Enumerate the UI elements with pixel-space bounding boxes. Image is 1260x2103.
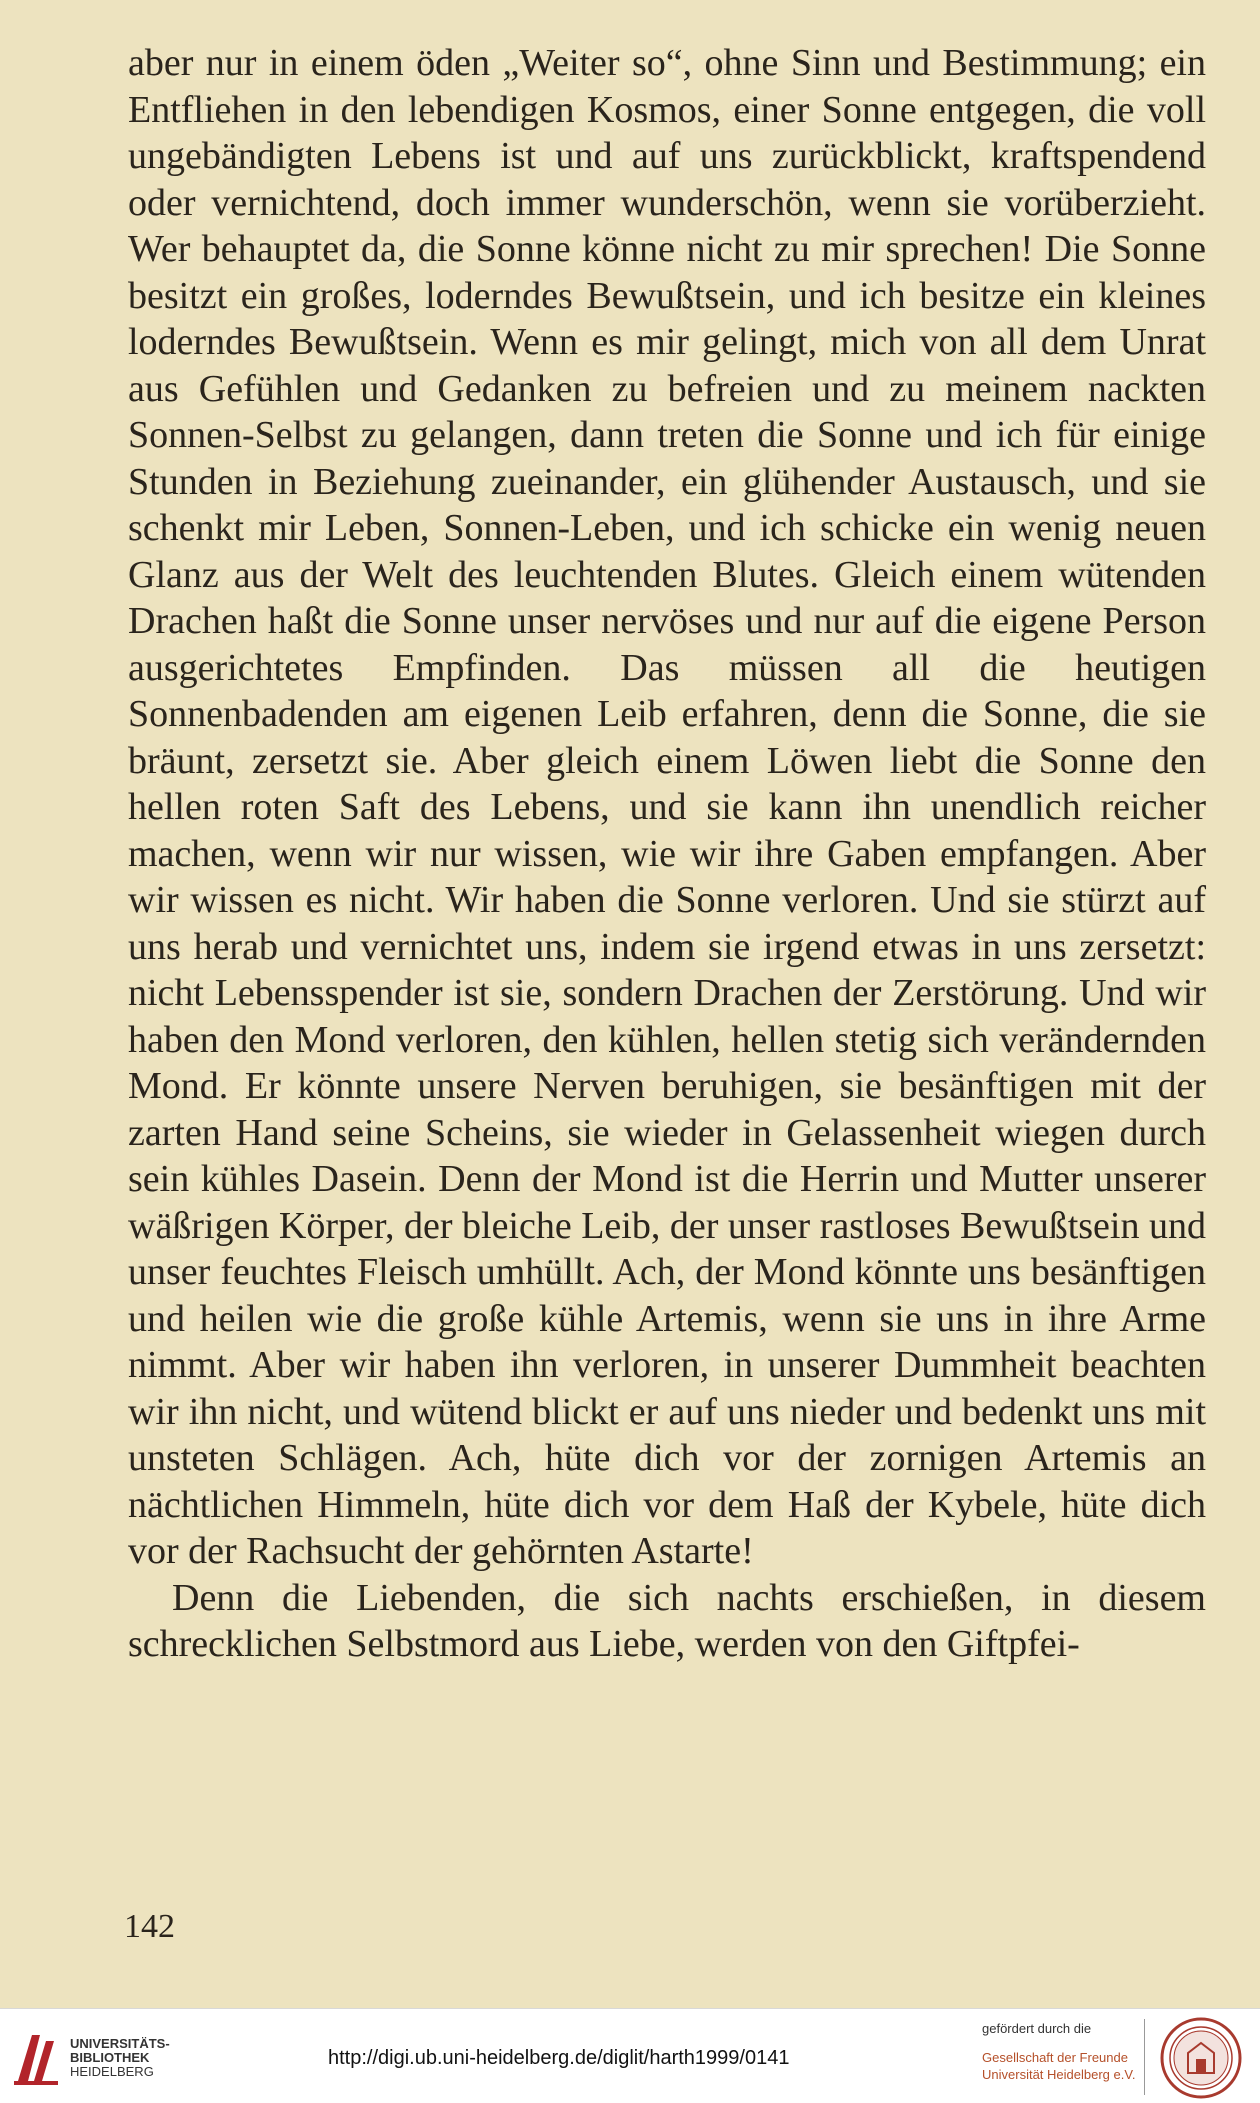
university-library-logo-icon — [12, 2027, 62, 2087]
society-name-line-2: Universität Heidelberg e.V. — [982, 2067, 1136, 2082]
body-text — [128, 40, 1206, 1668]
university-seal-icon — [1160, 2017, 1242, 2099]
society-name-line-1: Gesellschaft der Freunde — [982, 2050, 1128, 2065]
library-name — [70, 2037, 170, 2079]
funded-by-label: gefördert durch die — [982, 2021, 1092, 2036]
paragraph-1: aber nur in einem öden „Weiter so“, ohne Sinn und Bestimmung; ein Entfliehen in den lebendigen Kosmos, einer Sonne entgegen, die voll ungebändigten Lebens ist und auf uns zurückblickt, kraftspendend oder vernichtend, doch immer wunderschön, wenn sie vorüberzieht. Wer behauptet da, die Sonne könne nicht zu mir sprechen! Die Sonne besitzt ein großes, loderndes Bewußtsein, und ich besitze ein kleines loderndes Bewußtsein. Wenn es mir gelingt, mich von all dem Unrat aus Gefühlen und Gedanken zu befreien und zu meinem nackten Sonnen-Selbst zu gelangen, dann treten die Sonne und ich für einige Stunden in Beziehung zueinander, ein glühender Austausch, und sie schenkt mir Leben, Sonnen-Leben, und ich schicke ein wenig neuen Glanz aus der Welt des leuchtenden Blutes. Gleich einem wütenden Drachen haßt die Sonne unser nervöses und nur auf die eigene Person ausgerichtetes Empfinden. Das müssen all die heutigen Sonnenbadenden am eigenen Leib erfahren, denn die Sonne, die sie bräunt, zersetzt sie. Aber gleich einem Löwen liebt die Sonne den hellen roten Saft des Lebens, und sie kann ihn unendlich reicher machen, wenn wir nur wissen, wie wir ihre Gaben empfangen. Aber wir wissen es nicht. Wir haben die Sonne verloren. Und sie stürzt auf uns herab und vernichtet uns, indem sie irgend etwas in uns zersetzt: nicht Lebensspender ist sie, sondern Drachen der Zerstörung. Und wir haben den Mond verloren, den kühlen, hellen stetig sich verändernden Mond. Er könnte unsere Nerven beruhigen, sie besänftigen mit der zarten Hand seine Scheins, sie wieder in Gelassenheit wiegen durch sein kühles Dasein. Denn der Mond ist die Herrin und Mutter unserer wäßrigen Körper, der bleiche Leib, der unser rastloses Bewußtsein und unser feuchtes Fleisch umhüllt. Ach, der Mond könnte uns besänftigen und heilen wie die große kühle Artemis, wenn sie uns in ihre Arme nimmt. Aber wir haben ihn verloren, in unserer Dummheit beachten wir ihn nicht, und wütend blickt er auf uns nieder und bedenkt uns mit unsteten Schlägen. Ach, hüte dich vor der zornigen Artemis an nächtlichen Himmeln, hüte dich vor dem Haß der Kybele, hüte dich vor der Rachsucht der gehörnten Astarte! — [128, 42, 1206, 1572]
digitization-footer — [0, 2008, 1260, 2103]
page-number: 142 — [124, 1908, 175, 1945]
library-name-line-2: BIBLIOTHEK — [70, 2050, 150, 2065]
paragraph-2: Denn die Liebenden, die sich nachts erschießen, in diesem schrecklichen Selbstmord aus Liebe, werden von den Giftpfei- — [128, 1576, 1206, 1665]
library-name-line-3: HEIDELBERG — [70, 2064, 154, 2079]
society-name — [982, 2049, 1135, 2083]
library-name-line-1: UNIVERSITÄTS- — [70, 2036, 170, 2051]
footer-divider — [1144, 2019, 1145, 2095]
permalink-url[interactable]: http://digi.ub.uni-heidelberg.de/diglit/harth1999/0141 — [328, 2047, 790, 2069]
